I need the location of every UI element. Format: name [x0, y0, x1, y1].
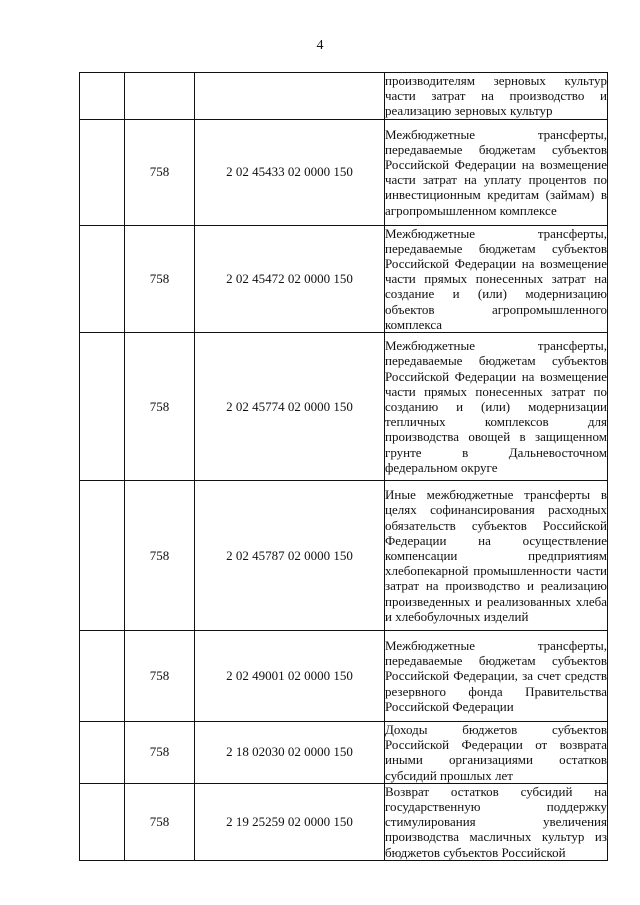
description-cell: Межбюджетные трансферты, передаваемые бюджетам субъектов Российской Федерации, за счет средств резервного фонда Правительства Российской Федерации: [385, 631, 608, 722]
budget-code-cell: 2 02 45774 02 0000 150: [195, 333, 385, 481]
index-cell: [80, 722, 125, 784]
index-cell: [80, 73, 125, 120]
budget-code-cell: 2 02 45433 02 0000 150: [195, 119, 385, 225]
table-row: [80, 722, 608, 784]
budget-code-cell: 2 02 49001 02 0000 150: [195, 631, 385, 722]
index-cell: [80, 333, 125, 481]
admin-code-cell: 758: [125, 783, 195, 860]
table-row: [80, 783, 608, 860]
description-cell: Межбюджетные трансферты, передаваемые бюджетам субъектов Российской Федерации на возмещение части затрат на уплату процентов по инвестиционным кредитам (займам) в агропромышленном комплексе: [385, 119, 608, 225]
description-cell: Межбюджетные трансферты, передаваемые бюджетам субъектов Российской Федерации на возмещение части прямых понесенных затрат по созданию и (или) модернизации тепличных комплексов для производства овощей в защищенном грунте в Дальневосточном федеральном округе: [385, 333, 608, 481]
index-cell: [80, 225, 125, 332]
index-cell: [80, 119, 125, 225]
description-cell: производителям зерновых культур части затрат на производство и реализацию зерновых культур: [385, 73, 607, 119]
admin-code-cell: 758: [125, 119, 195, 225]
budget-code-cell: 2 02 45472 02 0000 150: [195, 225, 385, 332]
budget-code-cell: 2 19 25259 02 0000 150: [195, 783, 385, 860]
index-cell: [80, 631, 125, 722]
admin-code-cell: [125, 73, 195, 120]
admin-code-cell: 758: [125, 225, 195, 332]
admin-code-cell: 758: [125, 722, 195, 784]
description-cell: Иные межбюджетные трансферты в целях софинансирования расходных обязательств субъектов Российской Федерации на осуществление компенсации предприятиям хлебопекарной промышленности части затрат на производство и реализацию произведенных и реализованных хлеба и хлебобулочных изделий: [385, 481, 608, 631]
table-row: [80, 333, 608, 481]
admin-code-cell: 758: [125, 333, 195, 481]
description-cell: Межбюджетные трансферты, передаваемые бюджетам субъектов Российской Федерации на возмещение части прямых понесенных затрат на создание и (или) модернизацию объектов агропромышленного комплекса: [385, 225, 607, 332]
budget-code-cell: 2 18 02030 02 0000 150: [195, 722, 385, 784]
table-row: [80, 481, 608, 631]
description-cell: Возврат остатков субсидий на государственную поддержку стимулирования увеличения производства масличных культур из бюджетов субъектов Российской: [385, 783, 607, 860]
page-number: 4: [316, 38, 324, 53]
budget-code-cell: [195, 73, 385, 120]
table-row: [80, 225, 608, 332]
admin-code-cell: 758: [125, 481, 195, 631]
budget-code-cell: 2 02 45787 02 0000 150: [195, 481, 385, 631]
table-row: [80, 631, 608, 722]
table-row: [80, 73, 608, 120]
index-cell: [80, 481, 125, 631]
admin-code-cell: 758: [125, 631, 195, 722]
description-cell: Доходы бюджетов субъектов Российской Федерации от возврата иными организациями остатков субсидий прошлых лет: [385, 722, 607, 783]
table-row: [80, 119, 608, 225]
budget-codes-table: [79, 72, 608, 861]
index-cell: [80, 783, 125, 860]
